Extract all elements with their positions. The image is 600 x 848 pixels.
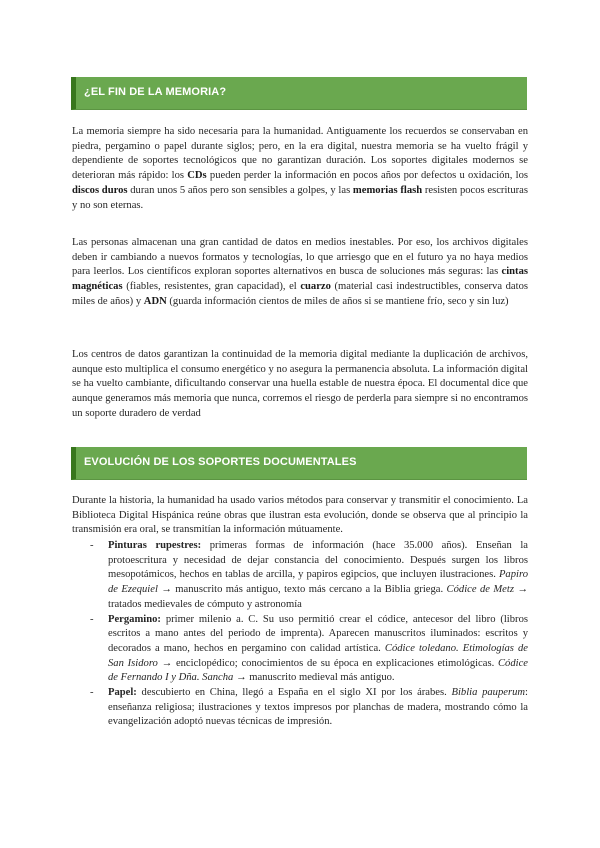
- supports-list: [72, 539, 528, 730]
- text-run: → tratados medievales de cómputo y astronomía: [108, 584, 528, 610]
- text-run: (guarda información cientos de miles de años si se mantiene frío, seco y sin luz): [166, 295, 509, 307]
- item-label: Pergamino:: [108, 613, 161, 625]
- paragraph-1: [72, 125, 528, 213]
- work-title: Códice de Fernando I y Dña. Sancha: [108, 657, 528, 684]
- text-run: Las personas almacenan una gran cantidad de datos en medios inestables. Por eso, los archivos digitales deben ir cambiando a nuevos formatos y tecnologías, lo que arriesgo que en el futuro ya no haya medios para leerlos. Los científicos exploran soportes alternativos en busca de soluciones más seguras: las: [72, 237, 528, 278]
- section-heading-fin-memoria: [71, 77, 527, 110]
- work-title: Códice de Metz: [446, 584, 514, 596]
- text-run: → manuscrito más antiguo, texto más cercano a la Biblia griega.: [157, 584, 447, 596]
- bold-term: cintas magnéticas: [72, 266, 528, 293]
- item-label: Pinturas rupestres:: [108, 540, 202, 551]
- text-run: (material casi indestructibles, conserva datos miles de años) y: [72, 281, 529, 307]
- paragraph-3: Los centros de datos garantizan la continuidad de la memoria digital mediante la duplicación de archivos, aunque esto multiplica el consumo energético y no asegura la permanencia absoluta. La información digital se ha vuelto cambiante, dificultando conservar una huella estable de nuestra época. El documental dice que aunque generamos más memoria que nunca, corremos el riesgo de perderla para siempre si no encontramos un soporte duradero de verdad: [72, 349, 528, 419]
- bold-term: memorias flash: [352, 184, 423, 196]
- text-run: primeras formas de información (hace 35.000 años). Enseñan la protoescritura y necesidad de dejar constancia del conocimiento. Después surgen los libros mesopotámicos, hechos en tablas de arcilla, y papiros egipcios, que incluyen ilustraciones.: [108, 540, 529, 581]
- text-run: → enciclopédico; conocimientos de su época en explicaciones etimológicas.: [157, 657, 498, 669]
- paragraph-2: [72, 236, 528, 310]
- bold-term: ADN: [143, 295, 167, 307]
- work-title: Códice toledano. Etimologías de San Isidoro: [108, 642, 528, 669]
- list-item: [72, 613, 528, 687]
- bold-term: cuarzo: [300, 281, 331, 293]
- section-heading-evolucion: [71, 447, 527, 480]
- text-run: duran unos 5 años pero son sensibles a golpes, y las: [127, 184, 353, 196]
- dash-bullet: -: [90, 687, 94, 699]
- dash-bullet: -: [90, 613, 94, 625]
- text-run: → manuscrito medieval más antiguo.: [233, 672, 395, 684]
- list-item: [72, 686, 528, 730]
- text-run: La memoria siempre ha sido necesaria para la humanidad. Antiguamente los recuerdos se conservaban en piedra, pergamino o papel durante siglos; pero, en la era digital, nuestra memoria se ha vuelto frágil y dependiente de soportes tecnológicos que no garantizan duración. Los soportes digitales modernos se deterioran más rápido: los: [72, 126, 528, 182]
- section-title: ¿EL FIN DE LA MEMORIA?: [84, 86, 227, 98]
- text-run: primer milenio a. C. Su uso permitió crear el códice, antecesor del libro (libros escritos a mano antes del periodo de imprenta). Aparecen manuscritos iluminados: escritos y decorados a mano, hechos en pergamino con calidad artística.: [108, 613, 528, 654]
- text-run: resisten pocos escrituras y no son eternas.: [72, 184, 528, 211]
- text-run: (fiables, resistentes, gran capacidad), el: [122, 281, 301, 293]
- intro-paragraph: Durante la historia, la humanidad ha usado varios métodos para conservar y transmitir el conocimiento. La Biblioteca Digital Hispánica reúne obras que ilustran esta evolución, donde se observa que al principio la transmisión era oral, se transmitían la información mútuamente.: [72, 495, 528, 536]
- work-title: Papiro de Ezequiel: [108, 569, 528, 596]
- section-title: EVOLUCIÓN DE LOS SOPORTES DOCUMENTALES: [84, 456, 357, 468]
- text-run: descubierto en China, llegó a España en el siglo XI por los árabes.: [136, 687, 452, 699]
- item-label: Papel:: [108, 687, 137, 699]
- bold-term: CDs: [187, 170, 207, 182]
- text-run: pueden perder la información en pocos años por defectos u oxidación, los: [206, 170, 528, 182]
- dash-bullet: -: [90, 540, 94, 551]
- text-run: : enseñanza religiosa; ilustraciones y textos impresos por planchas de madera, mostrando cómo la evangelización adoptó nuevas técnicas de impresión.: [108, 687, 528, 728]
- work-title: Biblia pauperum: [451, 687, 526, 699]
- bold-term: discos duros: [72, 184, 128, 196]
- list-item: [72, 539, 528, 613]
